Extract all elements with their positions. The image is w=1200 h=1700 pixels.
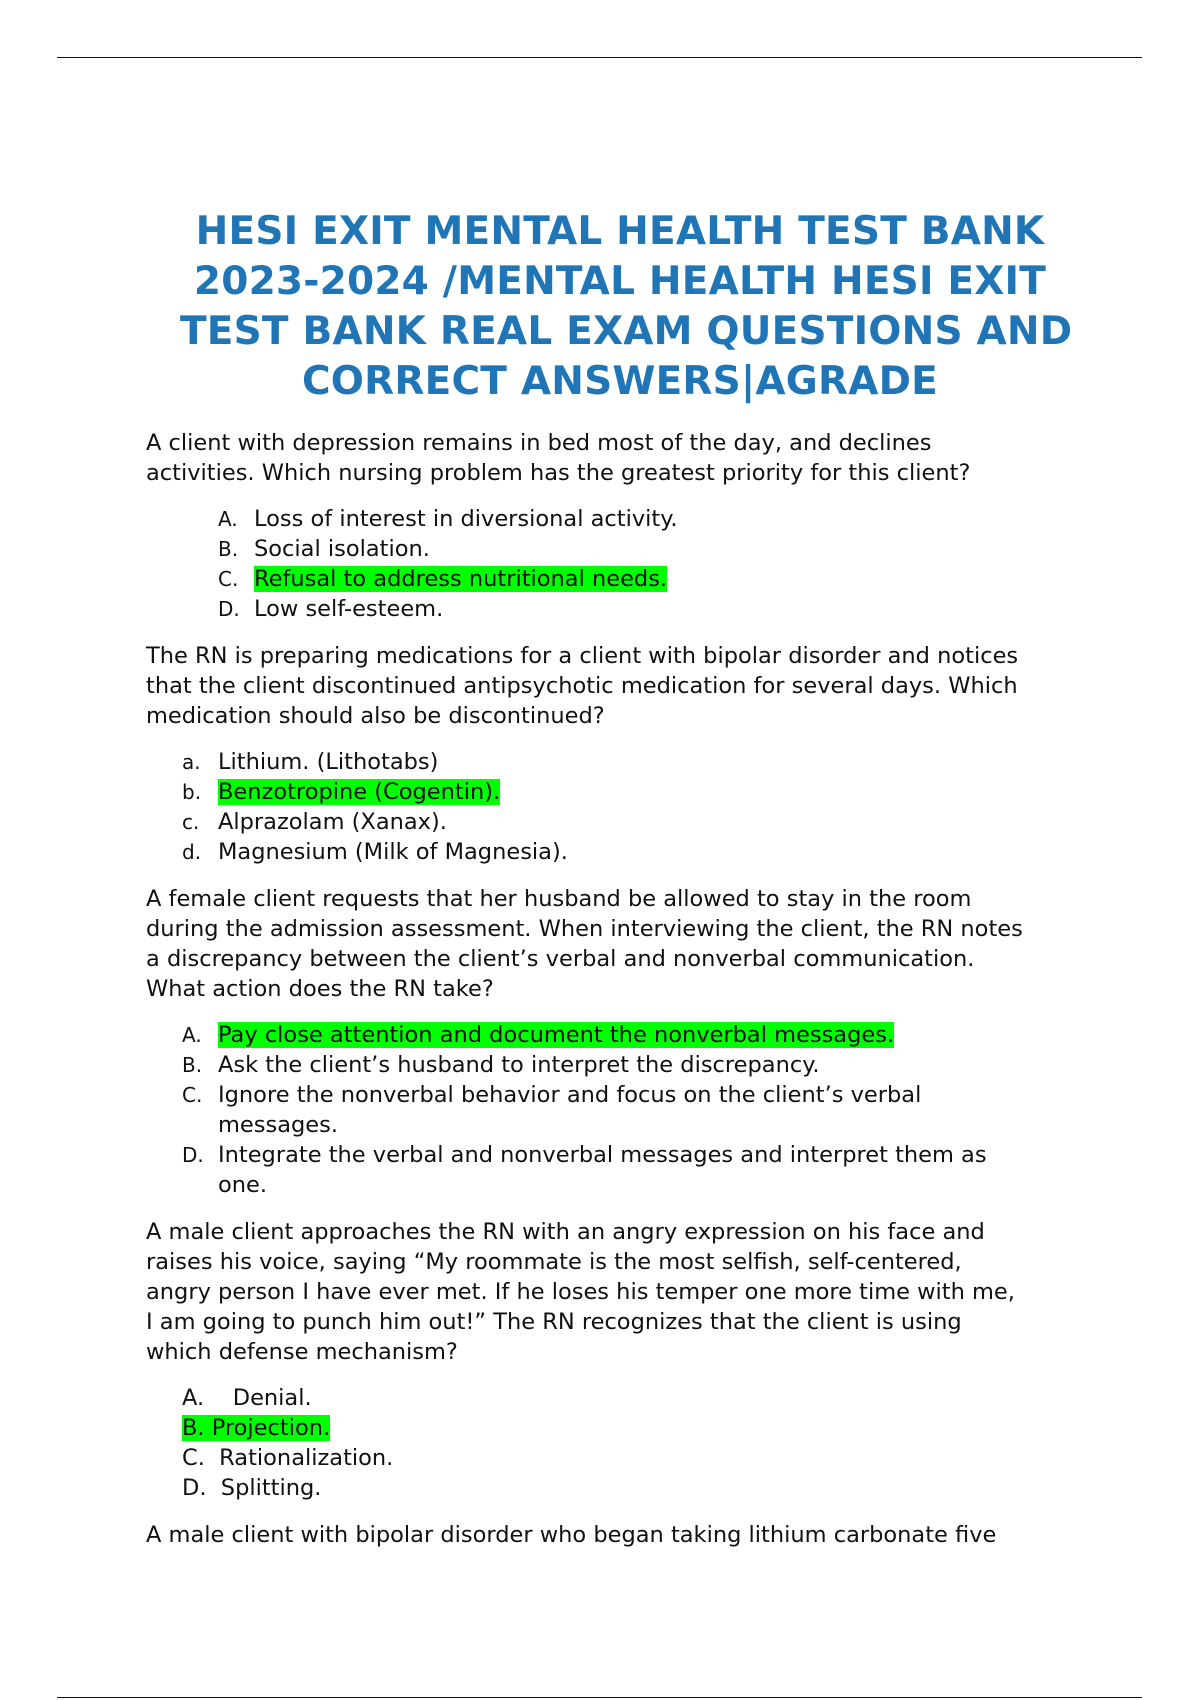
title-line: HESI EXIT MENTAL HEALTH TEST BANK	[195, 209, 1045, 254]
answer-option: A. Loss of interest in diversional activity.	[218, 506, 678, 532]
answer-option: C. Ignore the nonverbal behavior and focus on the client’s verbal messages.	[182, 1082, 922, 1138]
answer-option: d. Magnesium (Milk of Magnesia).	[182, 839, 568, 865]
answer-options	[146, 1383, 1096, 1503]
answer-option: D. Low self-esteem.	[218, 596, 444, 622]
answer-option: A. Denial.	[182, 1385, 312, 1411]
answer-option-correct: A. Pay close attention and document the nonverbal messages.	[182, 1022, 895, 1048]
answer-options	[146, 747, 1096, 867]
answer-option-correct: b. Benzotropine (Cogentin).	[182, 779, 501, 805]
title-line: 2023-2024 /MENTAL HEALTH HESI EXIT	[193, 259, 1047, 304]
correct-answer-highlight: Pay close attention and document the nonverbal messages.	[218, 1022, 895, 1048]
correct-answer-highlight: B. Projection.	[182, 1415, 331, 1441]
answer-option: a. Lithium. (Lithotabs)	[182, 749, 439, 775]
answer-option: B. Ask the client’s husband to interpret the discrepancy.	[182, 1052, 820, 1078]
answer-option: D. Integrate the verbal and nonverbal messages and interpret them as one.	[182, 1142, 987, 1198]
question-stem: A female client requests that her husband be allowed to stay in the room during the admission assessment. When interviewing the client, the RN notes a discrepancy between the client’s verbal and nonverbal communication. What action does the RN take?	[146, 886, 1023, 1002]
question-stem: The RN is preparing medications for a client with bipolar disorder and notices that the client discontinued antipsychotic medication for several days. Which medication should also be discontinued?	[146, 643, 1019, 729]
question-stem: A client with depression remains in bed most of the day, and declines activities. Which nursing problem has the greatest priority for this client?	[146, 430, 971, 486]
answer-option: B. Social isolation.	[218, 536, 430, 562]
bottom-rule	[57, 1697, 1142, 1698]
correct-answer-highlight: Benzotropine (Cogentin).	[218, 779, 501, 805]
answer-options	[146, 1020, 1096, 1200]
top-rule	[57, 57, 1142, 58]
answer-option: C. Rationalization.	[182, 1445, 394, 1471]
title-line: TEST BANK REAL EXAM QUESTIONS AND	[180, 309, 1073, 354]
answer-option-correct	[146, 1413, 1096, 1443]
question-stem: A male client approaches the RN with an angry expression on his face and raises his voice, saying “My roommate is the most selfish, self-centered, angry person I have ever met. If he loses his temper one more time with me, I am going to punch him out!” The RN recognizes that the client is using which defense mechanism?	[146, 1219, 1015, 1365]
answer-options	[146, 504, 1096, 624]
answer-option: D. Splitting.	[182, 1475, 322, 1501]
correct-answer-highlight: Refusal to address nutritional needs.	[254, 566, 668, 592]
document-title	[180, 207, 1073, 407]
answer-option: c. Alprazolam (Xanax).	[182, 809, 447, 835]
answer-option-correct: C. Refusal to address nutritional needs.	[218, 566, 668, 592]
question-stem: A male client with bipolar disorder who began taking lithium carbonate five	[146, 1522, 997, 1548]
title-line: CORRECT ANSWERS|AGRADE	[301, 359, 939, 404]
question-list	[146, 428, 1096, 1550]
